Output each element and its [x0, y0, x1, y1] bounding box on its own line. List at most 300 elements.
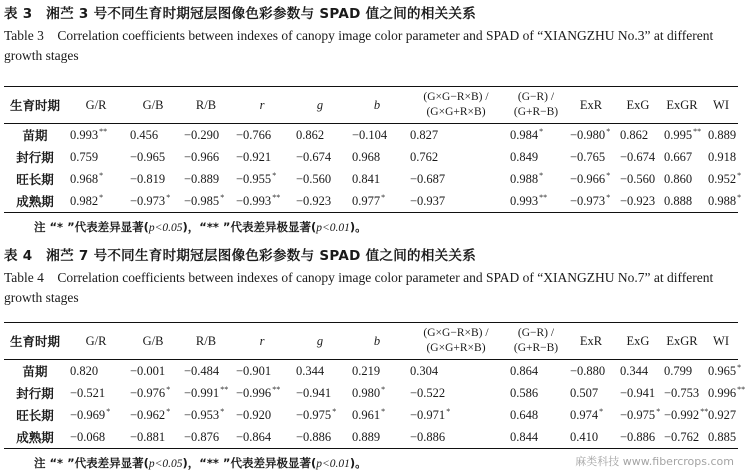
cell-value: 0.586	[510, 385, 539, 400]
table-cell	[232, 190, 292, 213]
table-cell	[292, 382, 348, 404]
cell-value: −0.975	[296, 408, 332, 422]
cell-value: −0.980	[570, 128, 606, 142]
cell-value: −0.484	[184, 363, 220, 378]
cell-value: 0.968	[352, 149, 381, 164]
table-cell	[180, 360, 232, 383]
cell-value: −0.560	[620, 171, 656, 186]
table-cell	[704, 124, 738, 147]
table-cell	[406, 168, 506, 190]
table-row	[4, 382, 738, 404]
row-stage-label: 旺长期	[16, 172, 54, 187]
table-cell	[292, 426, 348, 449]
cell-value: −0.991	[184, 386, 220, 400]
table-cell	[180, 168, 232, 190]
note-prefix: 注 “* ”代表差异显著(	[34, 220, 149, 234]
cell-value: −0.864	[236, 429, 272, 444]
header-exr: ExR	[579, 97, 603, 112]
note-mid: )，“** ”代表差异极显著(	[182, 220, 317, 234]
cell-value: 0.844	[510, 429, 539, 444]
cell-value: −0.965	[130, 149, 166, 164]
cell-value: 0.827	[410, 127, 439, 142]
header-formula-1-bottom: (G×G+R×B)	[426, 106, 486, 118]
table-cell	[126, 404, 180, 426]
table4	[4, 322, 745, 449]
table-cell	[704, 146, 738, 168]
table-cell	[348, 168, 406, 190]
table-cell	[232, 124, 292, 147]
row-stage-label: 成熟期	[16, 430, 54, 445]
table-cell	[66, 124, 126, 147]
table-cell	[180, 146, 232, 168]
cell-value: −0.886	[620, 429, 656, 444]
table-cell	[180, 190, 232, 213]
table-cell	[616, 168, 660, 190]
cell-value: 0.996	[708, 386, 737, 400]
header-r-label: r	[259, 97, 265, 112]
cell-value: 0.965	[708, 364, 737, 378]
significance-mark: *	[381, 385, 386, 394]
cell-value: −0.068	[70, 429, 106, 444]
cell-value: 0.982	[70, 194, 99, 208]
cell-value: 0.993	[70, 128, 99, 142]
cell-value: 0.889	[708, 127, 737, 142]
cell-value: −0.920	[236, 407, 272, 422]
cell-value: 0.927	[708, 407, 737, 422]
header-b	[348, 87, 406, 124]
significance-mark: *	[606, 193, 611, 202]
header-stage: 生育时期	[9, 334, 60, 349]
table-cell	[406, 426, 506, 449]
table-cell	[292, 404, 348, 426]
cell-value: −0.290	[184, 127, 220, 142]
cell-value: −0.955	[236, 172, 272, 186]
table3	[4, 86, 742, 213]
cell-value: 0.799	[664, 363, 693, 378]
cell-value: 0.862	[620, 127, 649, 142]
significance-mark: *	[220, 193, 225, 202]
cell-value: −0.993	[236, 194, 272, 208]
cell-value: 0.961	[352, 408, 381, 422]
cell-value: −0.962	[130, 408, 166, 422]
table-cell	[660, 124, 704, 147]
table-cell	[660, 360, 704, 383]
cell-value: 0.304	[410, 363, 439, 378]
cell-value: −0.674	[296, 149, 332, 164]
note-mid: )，“** ”代表差异极显著(	[182, 456, 317, 470]
table-cell	[126, 382, 180, 404]
cell-value: 0.885	[708, 429, 737, 444]
header-g	[292, 323, 348, 360]
cell-value: −0.953	[184, 408, 220, 422]
table3-body	[4, 124, 742, 213]
table-cell	[704, 190, 742, 213]
header-r	[232, 323, 292, 360]
table-cell	[66, 382, 126, 404]
note-p2: p<0.01	[316, 458, 350, 470]
header-g-r: G/R	[85, 333, 107, 348]
cell-value: −0.104	[352, 127, 388, 142]
cell-value: 0.968	[70, 172, 99, 186]
cell-value: −0.762	[664, 429, 700, 444]
table-cell	[566, 360, 616, 383]
table-cell	[616, 360, 660, 383]
header-b-label: b	[373, 97, 381, 112]
table-cell	[348, 426, 406, 449]
significance-mark: *	[737, 363, 742, 372]
table-row	[4, 146, 738, 168]
header-formula-1	[406, 87, 506, 124]
significance-mark: *	[166, 407, 171, 416]
cell-value: 0.344	[620, 363, 649, 378]
table-cell	[506, 404, 566, 426]
table4-header-row	[4, 323, 738, 360]
note-suffix: )。	[349, 456, 367, 470]
table-cell	[348, 404, 406, 426]
significance-mark: *	[166, 385, 171, 394]
cell-value: 0.410	[570, 429, 599, 444]
cell-value: −0.966	[184, 149, 220, 164]
table-cell	[126, 124, 180, 147]
table4-body	[4, 360, 745, 449]
table-cell	[292, 168, 348, 190]
cell-value: −0.521	[70, 385, 106, 400]
cell-value: −0.876	[184, 429, 220, 444]
significance-mark: *	[381, 407, 386, 416]
table-cell	[232, 360, 292, 383]
note-p1: p<0.05	[148, 458, 183, 470]
table-cell	[66, 360, 126, 383]
cell-value: −0.819	[130, 171, 166, 186]
table-cell	[180, 426, 232, 449]
cell-value: 0.648	[510, 407, 539, 422]
table-row	[4, 404, 738, 426]
cell-value: 0.849	[510, 149, 539, 164]
table-cell	[566, 404, 616, 426]
table-row	[4, 124, 738, 147]
cell-value: 0.995	[664, 128, 693, 142]
significance-mark: *	[539, 127, 544, 136]
cell-value: 0.456	[130, 127, 159, 142]
header-formula-2	[506, 87, 566, 124]
header-exgr: ExGR	[666, 333, 698, 348]
cell-value: −0.941	[296, 385, 332, 400]
table-cell	[406, 146, 506, 168]
table-cell	[66, 190, 126, 213]
table-cell	[704, 360, 742, 383]
table-cell	[704, 404, 738, 426]
header-g-b: G/B	[142, 333, 164, 348]
cell-value: −0.992	[664, 408, 700, 422]
table-cell	[348, 190, 406, 213]
table-cell	[660, 426, 704, 449]
table-row	[4, 190, 738, 213]
table-cell	[66, 168, 126, 190]
table3-note	[34, 219, 367, 235]
cell-value: −0.923	[620, 193, 656, 208]
header-g-r: G/R	[85, 97, 107, 112]
table-cell	[406, 404, 506, 426]
header-r-label: r	[259, 333, 265, 348]
cell-value: −0.985	[184, 194, 220, 208]
table4-caption-cn: 表 4 湘苎 7 号不同生育时期冠层图像色彩参数与 SPAD 值之间的相关关系	[4, 248, 477, 264]
header-b	[348, 323, 406, 360]
row-stage-label: 旺长期	[16, 408, 54, 423]
cell-value: 0.980	[352, 386, 381, 400]
table-cell	[506, 190, 566, 213]
table-cell	[292, 146, 348, 168]
cell-value: −0.886	[296, 429, 332, 444]
cell-value: −0.765	[570, 149, 606, 164]
header-r-b: R/B	[195, 97, 217, 112]
table-cell	[506, 146, 566, 168]
table-cell	[566, 426, 616, 449]
table-cell	[292, 360, 348, 383]
significance-mark: *	[220, 407, 225, 416]
table-cell	[616, 426, 660, 449]
header-r	[232, 87, 292, 124]
row-stage-label: 封行期	[16, 386, 54, 401]
cell-value: −0.923	[296, 193, 332, 208]
note-prefix: 注 “* ”代表差异显著(	[34, 456, 149, 470]
cell-value: 0.974	[570, 408, 599, 422]
cell-value: −0.966	[570, 172, 606, 186]
table-cell	[232, 404, 292, 426]
cell-value: −0.560	[296, 171, 332, 186]
cell-value: −0.971	[410, 408, 446, 422]
header-g	[292, 87, 348, 124]
table-cell	[566, 146, 616, 168]
table-cell	[506, 426, 566, 449]
table-cell	[292, 124, 348, 147]
cell-value: −0.973	[570, 194, 606, 208]
significance-mark: **	[693, 127, 702, 136]
significance-mark: **	[700, 407, 709, 416]
cell-value: 0.988	[510, 172, 539, 186]
cell-value: −0.881	[130, 429, 166, 444]
cell-value: −0.886	[410, 429, 446, 444]
significance-mark: *	[166, 193, 171, 202]
table-row	[4, 168, 738, 190]
cell-value: 0.918	[708, 149, 737, 164]
table-cell	[232, 146, 292, 168]
table4-caption-en: Table 4 Correlation coefficients between indexes of canopy image color parameter and SPAD of “XIANGZHU No.7” at different growth stages	[4, 270, 714, 305]
cell-value: 0.667	[664, 149, 693, 164]
cell-value: −0.996	[236, 386, 272, 400]
header-g-label: g	[316, 97, 324, 112]
header-exg: ExG	[626, 97, 650, 112]
table-cell	[704, 168, 742, 190]
table-cell	[660, 146, 704, 168]
table-cell	[616, 124, 660, 147]
table-cell	[180, 382, 232, 404]
table-cell	[566, 168, 616, 190]
significance-mark: *	[99, 193, 104, 202]
table-cell	[232, 382, 292, 404]
cell-value: 0.889	[352, 429, 381, 444]
header-g-label: g	[316, 333, 324, 348]
table-cell	[506, 124, 566, 147]
cell-value: 0.841	[352, 171, 381, 186]
header-exr: ExR	[579, 333, 603, 348]
cell-value: 0.762	[410, 149, 439, 164]
significance-mark: *	[606, 171, 611, 180]
table-cell	[506, 168, 566, 190]
significance-mark: *	[332, 407, 337, 416]
table-cell	[180, 404, 232, 426]
cell-value: 0.820	[70, 363, 99, 378]
cell-value: −0.687	[410, 171, 446, 186]
significance-mark: *	[539, 171, 544, 180]
cell-value: −0.522	[410, 385, 446, 400]
cell-value: −0.937	[410, 193, 446, 208]
significance-mark: *	[106, 407, 111, 416]
significance-mark: **	[272, 385, 281, 394]
table-row	[4, 360, 738, 383]
table-cell	[506, 360, 566, 383]
header-wi: WI	[713, 333, 729, 348]
table-cell	[660, 404, 709, 426]
table-row	[4, 426, 738, 449]
significance-mark: *	[737, 171, 742, 180]
cell-value: 0.864	[510, 363, 539, 378]
table-cell	[704, 426, 738, 449]
table-cell	[566, 382, 616, 404]
table-cell	[660, 382, 704, 404]
row-stage-label: 苗期	[22, 364, 48, 379]
table-cell	[126, 146, 180, 168]
significance-mark: **	[99, 127, 108, 136]
cell-value: 0.862	[296, 127, 325, 142]
cell-value: 0.507	[570, 385, 599, 400]
table-cell	[126, 426, 180, 449]
table-cell	[66, 404, 126, 426]
table3-caption-cn: 表 3 湘苎 3 号不同生育时期冠层图像色彩参数与 SPAD 值之间的相关关系	[4, 6, 477, 22]
table-cell	[126, 190, 180, 213]
significance-mark: *	[272, 171, 277, 180]
cell-value: −0.880	[570, 363, 606, 378]
cell-value: −0.001	[130, 363, 166, 378]
cell-value: 0.759	[70, 149, 99, 164]
header-r-b: R/B	[195, 333, 217, 348]
significance-mark: *	[737, 193, 742, 202]
cell-value: −0.973	[130, 194, 166, 208]
table-cell	[566, 190, 616, 213]
header-formula-2-bottom: (G+R−B)	[513, 342, 559, 354]
cell-value: 0.888	[664, 193, 693, 208]
table-cell	[180, 124, 232, 147]
significance-mark: **	[539, 193, 548, 202]
row-stage-label: 封行期	[16, 150, 54, 165]
table-cell	[506, 382, 566, 404]
header-formula-1-bottom: (G×G+R×B)	[426, 342, 486, 354]
cell-value: −0.921	[236, 149, 272, 164]
table-cell	[292, 190, 348, 213]
significance-mark: **	[220, 385, 229, 394]
table-cell	[406, 124, 506, 147]
cell-value: −0.976	[130, 386, 166, 400]
cell-value: 0.984	[510, 128, 539, 142]
header-exg: ExG	[626, 333, 650, 348]
significance-mark: *	[99, 171, 104, 180]
note-suffix: )。	[349, 220, 367, 234]
header-formula-2-top: (G−R) /	[517, 91, 555, 103]
significance-mark: *	[656, 407, 661, 416]
table-cell	[406, 360, 506, 383]
significance-mark: *	[381, 193, 386, 202]
table-cell	[66, 146, 126, 168]
header-wi: WI	[713, 97, 729, 112]
header-b-label: b	[373, 333, 381, 348]
note-p2: p<0.01	[316, 222, 350, 234]
cell-value: 0.952	[708, 172, 737, 186]
table-cell	[616, 404, 660, 426]
table-cell	[704, 382, 745, 404]
table-cell	[566, 124, 616, 147]
table-cell	[126, 168, 180, 190]
watermark-text: 麻类科技 www.fibercrops.com	[575, 455, 734, 468]
cell-value: −0.674	[620, 149, 656, 164]
table-cell	[126, 360, 180, 383]
row-stage-label: 苗期	[22, 128, 48, 143]
row-stage-label: 成熟期	[16, 194, 54, 209]
cell-value: −0.889	[184, 171, 220, 186]
header-formula-1	[406, 323, 506, 360]
table-cell	[660, 168, 704, 190]
table-cell	[616, 190, 660, 213]
cell-value: 0.860	[664, 171, 693, 186]
note-p1: p<0.05	[148, 222, 183, 234]
cell-value: −0.975	[620, 408, 656, 422]
header-formula-2	[506, 323, 566, 360]
table-cell	[660, 190, 704, 213]
header-formula-1-top: (G×G−R×B) /	[423, 91, 489, 103]
header-g-b: G/B	[142, 97, 164, 112]
table4-note	[34, 455, 367, 471]
table-cell	[616, 146, 660, 168]
table-cell	[406, 190, 506, 213]
table-cell	[348, 146, 406, 168]
cell-value: −0.901	[236, 363, 272, 378]
cell-value: −0.753	[664, 385, 700, 400]
cell-value: 0.988	[708, 194, 737, 208]
header-formula-1-top: (G×G−R×B) /	[423, 327, 489, 339]
header-stage: 生育时期	[9, 98, 60, 113]
significance-mark: *	[599, 407, 604, 416]
table-cell	[406, 382, 506, 404]
table3-caption-en: Table 3 Correlation coefficients between indexes of canopy image color parameter and SPAD of “XIANGZHU No.3” at different growth stages	[4, 28, 714, 63]
cell-value: −0.969	[70, 408, 106, 422]
table-cell	[232, 168, 292, 190]
table-cell	[66, 426, 126, 449]
cell-value: 0.344	[296, 363, 325, 378]
header-exgr: ExGR	[666, 97, 698, 112]
header-formula-2-top: (G−R) /	[517, 327, 555, 339]
table-cell	[348, 360, 406, 383]
table-cell	[348, 124, 406, 147]
significance-mark: **	[737, 385, 745, 394]
cell-value: −0.766	[236, 127, 272, 142]
table3-header-row	[4, 87, 738, 124]
cell-value: 0.219	[352, 363, 381, 378]
significance-mark: **	[272, 193, 281, 202]
table-cell	[616, 382, 660, 404]
cell-value: −0.941	[620, 385, 656, 400]
header-formula-2-bottom: (G+R−B)	[513, 106, 559, 118]
cell-value: 0.993	[510, 194, 539, 208]
significance-mark: *	[606, 127, 611, 136]
table-cell	[232, 426, 292, 449]
